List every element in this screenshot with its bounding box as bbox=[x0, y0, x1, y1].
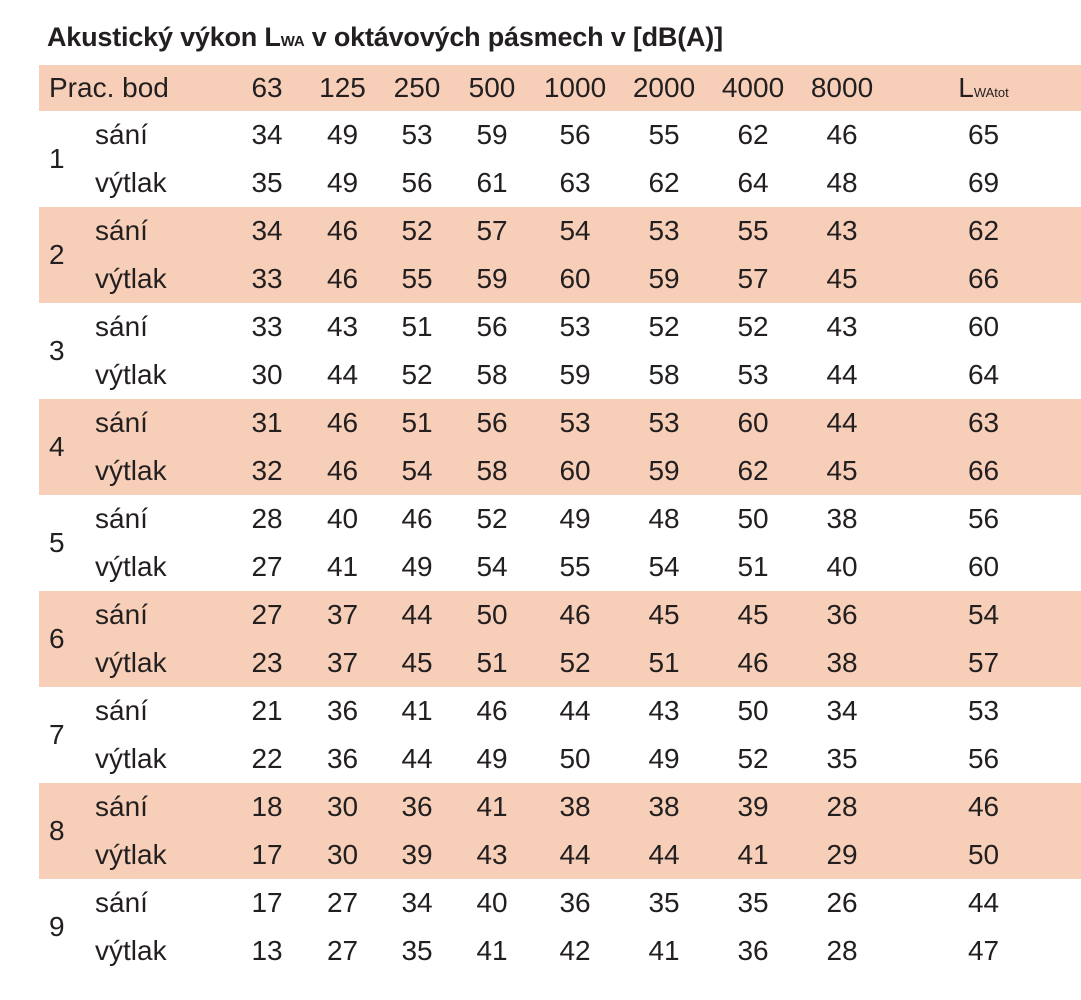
band-value: 44 bbox=[401, 743, 433, 774]
band-value: 46 bbox=[326, 215, 359, 246]
total-value: 60 bbox=[967, 551, 1000, 582]
band-value: 46 bbox=[401, 503, 433, 534]
table-row bbox=[39, 879, 1081, 927]
table-row bbox=[39, 831, 1081, 879]
band-value: 17 bbox=[251, 839, 283, 870]
total-value: 66 bbox=[967, 455, 1000, 486]
header-band: 1000 bbox=[543, 72, 607, 103]
band-value: 44 bbox=[826, 359, 858, 390]
band-value: 35 bbox=[826, 743, 858, 774]
band-value: 46 bbox=[326, 263, 359, 294]
band-value: 43 bbox=[826, 215, 858, 246]
total-value: 56 bbox=[967, 503, 1000, 534]
band-value: 52 bbox=[737, 743, 769, 774]
band-value: 62 bbox=[737, 455, 769, 486]
band-value: 28 bbox=[826, 935, 858, 966]
band-value: 50 bbox=[559, 743, 591, 774]
band-value: 27 bbox=[251, 551, 283, 582]
table-row bbox=[39, 495, 1081, 543]
total-value: 66 bbox=[967, 263, 1000, 294]
header-band: 8000 bbox=[810, 72, 874, 103]
header-band: 63 bbox=[251, 72, 283, 103]
table-row bbox=[39, 543, 1081, 591]
title-subscript: WA bbox=[280, 33, 305, 50]
band-value: 59 bbox=[559, 359, 591, 390]
operating-point-number: 7 bbox=[49, 719, 65, 750]
table-row bbox=[39, 927, 1081, 975]
band-value: 51 bbox=[648, 647, 680, 678]
band-value: 44 bbox=[648, 839, 680, 870]
band-value: 49 bbox=[401, 551, 433, 582]
operating-point-number: 2 bbox=[49, 239, 65, 270]
measurement-type: sání bbox=[95, 119, 148, 150]
band-value: 64 bbox=[737, 167, 769, 198]
operating-point-number: 8 bbox=[49, 815, 65, 846]
band-value: 56 bbox=[476, 311, 508, 342]
band-value: 45 bbox=[401, 647, 433, 678]
band-value: 39 bbox=[737, 791, 769, 822]
title-prefix: Akustický výkon L bbox=[47, 22, 281, 52]
table-row bbox=[39, 591, 1081, 639]
band-value: 13 bbox=[251, 935, 283, 966]
band-value: 49 bbox=[648, 743, 680, 774]
band-value: 51 bbox=[401, 311, 433, 342]
band-value: 49 bbox=[326, 167, 359, 198]
band-value: 46 bbox=[326, 407, 359, 438]
table-row bbox=[39, 447, 1081, 495]
measurement-type: sání bbox=[95, 311, 148, 342]
header-total-subscript: WAtot bbox=[973, 85, 1009, 100]
band-value: 43 bbox=[648, 695, 680, 726]
band-value: 35 bbox=[648, 887, 680, 918]
table-row bbox=[39, 159, 1081, 207]
operating-point-number: 9 bbox=[49, 911, 65, 942]
band-value: 22 bbox=[251, 743, 283, 774]
operating-point-number: 3 bbox=[49, 335, 65, 366]
band-value: 48 bbox=[648, 503, 680, 534]
measurement-type: sání bbox=[95, 599, 148, 630]
band-value: 62 bbox=[737, 119, 769, 150]
band-value: 35 bbox=[251, 167, 283, 198]
band-value: 38 bbox=[648, 791, 680, 822]
band-value: 33 bbox=[251, 311, 283, 342]
band-value: 48 bbox=[826, 167, 858, 198]
band-value: 52 bbox=[401, 359, 433, 390]
band-value: 62 bbox=[648, 167, 680, 198]
band-value: 45 bbox=[826, 263, 858, 294]
band-value: 61 bbox=[476, 167, 508, 198]
band-value: 38 bbox=[826, 503, 858, 534]
band-value: 51 bbox=[401, 407, 433, 438]
band-value: 41 bbox=[737, 839, 769, 870]
band-value: 53 bbox=[559, 407, 591, 438]
total-value: 65 bbox=[967, 119, 1000, 150]
band-value: 34 bbox=[826, 695, 858, 726]
band-value: 37 bbox=[326, 599, 359, 630]
total-value: 62 bbox=[967, 215, 1000, 246]
table-row bbox=[39, 639, 1081, 687]
band-value: 28 bbox=[251, 503, 283, 534]
band-value: 46 bbox=[559, 599, 591, 630]
band-value: 30 bbox=[326, 839, 359, 870]
measurement-type: výtlak bbox=[95, 263, 167, 294]
total-value: 44 bbox=[967, 887, 1000, 918]
band-value: 49 bbox=[476, 743, 508, 774]
band-value: 34 bbox=[401, 887, 433, 918]
total-value: 54 bbox=[967, 599, 1000, 630]
band-value: 51 bbox=[476, 647, 508, 678]
band-value: 30 bbox=[251, 359, 283, 390]
total-value: 60 bbox=[967, 311, 1000, 342]
band-value: 36 bbox=[826, 599, 858, 630]
band-value: 40 bbox=[326, 503, 359, 534]
table-body bbox=[39, 111, 1081, 975]
band-value: 58 bbox=[648, 359, 680, 390]
measurement-type: sání bbox=[95, 503, 148, 534]
header-band: 125 bbox=[319, 72, 366, 103]
band-value: 46 bbox=[826, 119, 858, 150]
band-value: 35 bbox=[401, 935, 433, 966]
band-value: 37 bbox=[326, 647, 359, 678]
band-value: 59 bbox=[648, 455, 680, 486]
header-band: 4000 bbox=[721, 72, 785, 103]
band-value: 52 bbox=[559, 647, 591, 678]
band-value: 44 bbox=[826, 407, 858, 438]
band-value: 36 bbox=[737, 935, 769, 966]
operating-point-number: 5 bbox=[49, 527, 65, 558]
band-value: 30 bbox=[326, 791, 359, 822]
band-value: 28 bbox=[826, 791, 858, 822]
band-value: 50 bbox=[737, 695, 769, 726]
band-value: 23 bbox=[251, 647, 283, 678]
band-value: 36 bbox=[326, 695, 359, 726]
band-value: 50 bbox=[476, 599, 508, 630]
band-value: 49 bbox=[326, 119, 359, 150]
band-value: 54 bbox=[401, 455, 433, 486]
band-value: 55 bbox=[401, 263, 433, 294]
band-value: 60 bbox=[559, 455, 591, 486]
band-value: 60 bbox=[737, 407, 769, 438]
band-value: 52 bbox=[648, 311, 680, 342]
total-value: 57 bbox=[967, 647, 1000, 678]
operating-point-number: 6 bbox=[49, 623, 65, 654]
band-value: 50 bbox=[737, 503, 769, 534]
measurement-type: výtlak bbox=[95, 743, 167, 774]
band-value: 46 bbox=[326, 455, 359, 486]
band-value: 46 bbox=[737, 647, 769, 678]
sound-power-table bbox=[39, 65, 1081, 975]
total-value: 46 bbox=[967, 791, 1000, 822]
band-value: 57 bbox=[476, 215, 508, 246]
band-value: 34 bbox=[251, 215, 283, 246]
band-value: 53 bbox=[401, 119, 433, 150]
header-total bbox=[886, 65, 1081, 111]
measurement-type: sání bbox=[95, 791, 148, 822]
band-value: 55 bbox=[737, 215, 769, 246]
band-value: 59 bbox=[476, 263, 508, 294]
band-value: 38 bbox=[559, 791, 591, 822]
band-value: 32 bbox=[251, 455, 283, 486]
band-value: 52 bbox=[737, 311, 769, 342]
band-value: 45 bbox=[737, 599, 769, 630]
band-value: 59 bbox=[648, 263, 680, 294]
table-row bbox=[39, 207, 1081, 255]
operating-point-number: 4 bbox=[49, 431, 65, 462]
band-value: 43 bbox=[476, 839, 508, 870]
band-value: 58 bbox=[476, 359, 508, 390]
band-value: 53 bbox=[737, 359, 769, 390]
table-row bbox=[39, 687, 1081, 735]
band-value: 27 bbox=[326, 935, 359, 966]
band-value: 53 bbox=[559, 311, 591, 342]
measurement-type: sání bbox=[95, 215, 148, 246]
band-value: 38 bbox=[826, 647, 858, 678]
band-value: 56 bbox=[401, 167, 433, 198]
band-value: 43 bbox=[326, 311, 359, 342]
header-band: 250 bbox=[393, 72, 441, 103]
band-value: 35 bbox=[737, 887, 769, 918]
band-value: 44 bbox=[559, 695, 591, 726]
band-value: 36 bbox=[326, 743, 359, 774]
band-value: 44 bbox=[559, 839, 591, 870]
band-value: 51 bbox=[737, 551, 769, 582]
band-value: 27 bbox=[326, 887, 359, 918]
band-value: 39 bbox=[401, 839, 433, 870]
table-row bbox=[39, 351, 1081, 399]
header-total-main: L bbox=[958, 72, 974, 103]
band-value: 55 bbox=[559, 551, 591, 582]
band-value: 41 bbox=[401, 695, 433, 726]
band-value: 54 bbox=[559, 215, 591, 246]
band-value: 44 bbox=[401, 599, 433, 630]
total-value: 56 bbox=[967, 743, 1000, 774]
measurement-type: výtlak bbox=[95, 935, 167, 966]
band-value: 21 bbox=[251, 695, 283, 726]
table-row bbox=[39, 111, 1081, 159]
total-value: 47 bbox=[967, 935, 1000, 966]
band-value: 60 bbox=[559, 263, 591, 294]
band-value: 54 bbox=[476, 551, 508, 582]
band-value: 41 bbox=[476, 935, 508, 966]
header-point-label: Prac. bod bbox=[49, 72, 169, 103]
measurement-type: sání bbox=[95, 407, 148, 438]
measurement-type: výtlak bbox=[95, 551, 167, 582]
title-suffix: v oktávových pásmech v [dB(A)] bbox=[304, 22, 723, 52]
band-value: 42 bbox=[559, 935, 591, 966]
measurement-type: sání bbox=[95, 695, 148, 726]
band-value: 52 bbox=[401, 215, 433, 246]
band-value: 44 bbox=[326, 359, 359, 390]
band-value: 49 bbox=[559, 503, 591, 534]
total-value: 64 bbox=[967, 359, 1000, 390]
band-value: 45 bbox=[648, 599, 680, 630]
measurement-type: výtlak bbox=[95, 839, 167, 870]
band-value: 18 bbox=[251, 791, 283, 822]
band-value: 41 bbox=[476, 791, 508, 822]
band-value: 43 bbox=[826, 311, 858, 342]
band-value: 56 bbox=[559, 119, 591, 150]
band-value: 17 bbox=[251, 887, 283, 918]
table-row bbox=[39, 399, 1081, 447]
total-value: 63 bbox=[967, 407, 1000, 438]
band-value: 56 bbox=[476, 407, 508, 438]
table-row bbox=[39, 735, 1081, 783]
header-band: 500 bbox=[468, 72, 516, 103]
table-row bbox=[39, 255, 1081, 303]
measurement-type: výtlak bbox=[95, 359, 167, 390]
header-row bbox=[39, 65, 1081, 111]
measurement-type: výtlak bbox=[95, 647, 167, 678]
measurement-type: výtlak bbox=[95, 167, 167, 198]
total-value: 53 bbox=[967, 695, 1000, 726]
band-value: 59 bbox=[476, 119, 508, 150]
band-value: 41 bbox=[326, 551, 359, 582]
band-value: 33 bbox=[251, 263, 283, 294]
band-value: 36 bbox=[559, 887, 591, 918]
band-value: 63 bbox=[559, 167, 591, 198]
total-value: 50 bbox=[967, 839, 1000, 870]
band-value: 34 bbox=[251, 119, 283, 150]
band-value: 36 bbox=[401, 791, 433, 822]
table-title bbox=[47, 22, 723, 53]
band-value: 26 bbox=[826, 887, 858, 918]
band-value: 46 bbox=[476, 695, 508, 726]
table-row bbox=[39, 303, 1081, 351]
band-value: 54 bbox=[648, 551, 680, 582]
measurement-type: výtlak bbox=[95, 455, 167, 486]
band-value: 29 bbox=[826, 839, 858, 870]
band-value: 55 bbox=[648, 119, 680, 150]
measurement-type: sání bbox=[95, 887, 148, 918]
operating-point-number: 1 bbox=[49, 143, 65, 174]
band-value: 40 bbox=[476, 887, 508, 918]
band-value: 31 bbox=[251, 407, 283, 438]
band-value: 58 bbox=[476, 455, 508, 486]
band-value: 53 bbox=[648, 215, 680, 246]
band-value: 45 bbox=[826, 455, 858, 486]
band-value: 27 bbox=[251, 599, 283, 630]
band-value: 52 bbox=[476, 503, 508, 534]
header-band: 2000 bbox=[632, 72, 696, 103]
band-value: 40 bbox=[826, 551, 858, 582]
band-value: 57 bbox=[737, 263, 769, 294]
total-value: 69 bbox=[967, 167, 1000, 198]
table-row bbox=[39, 783, 1081, 831]
band-value: 53 bbox=[648, 407, 680, 438]
band-value: 41 bbox=[648, 935, 680, 966]
